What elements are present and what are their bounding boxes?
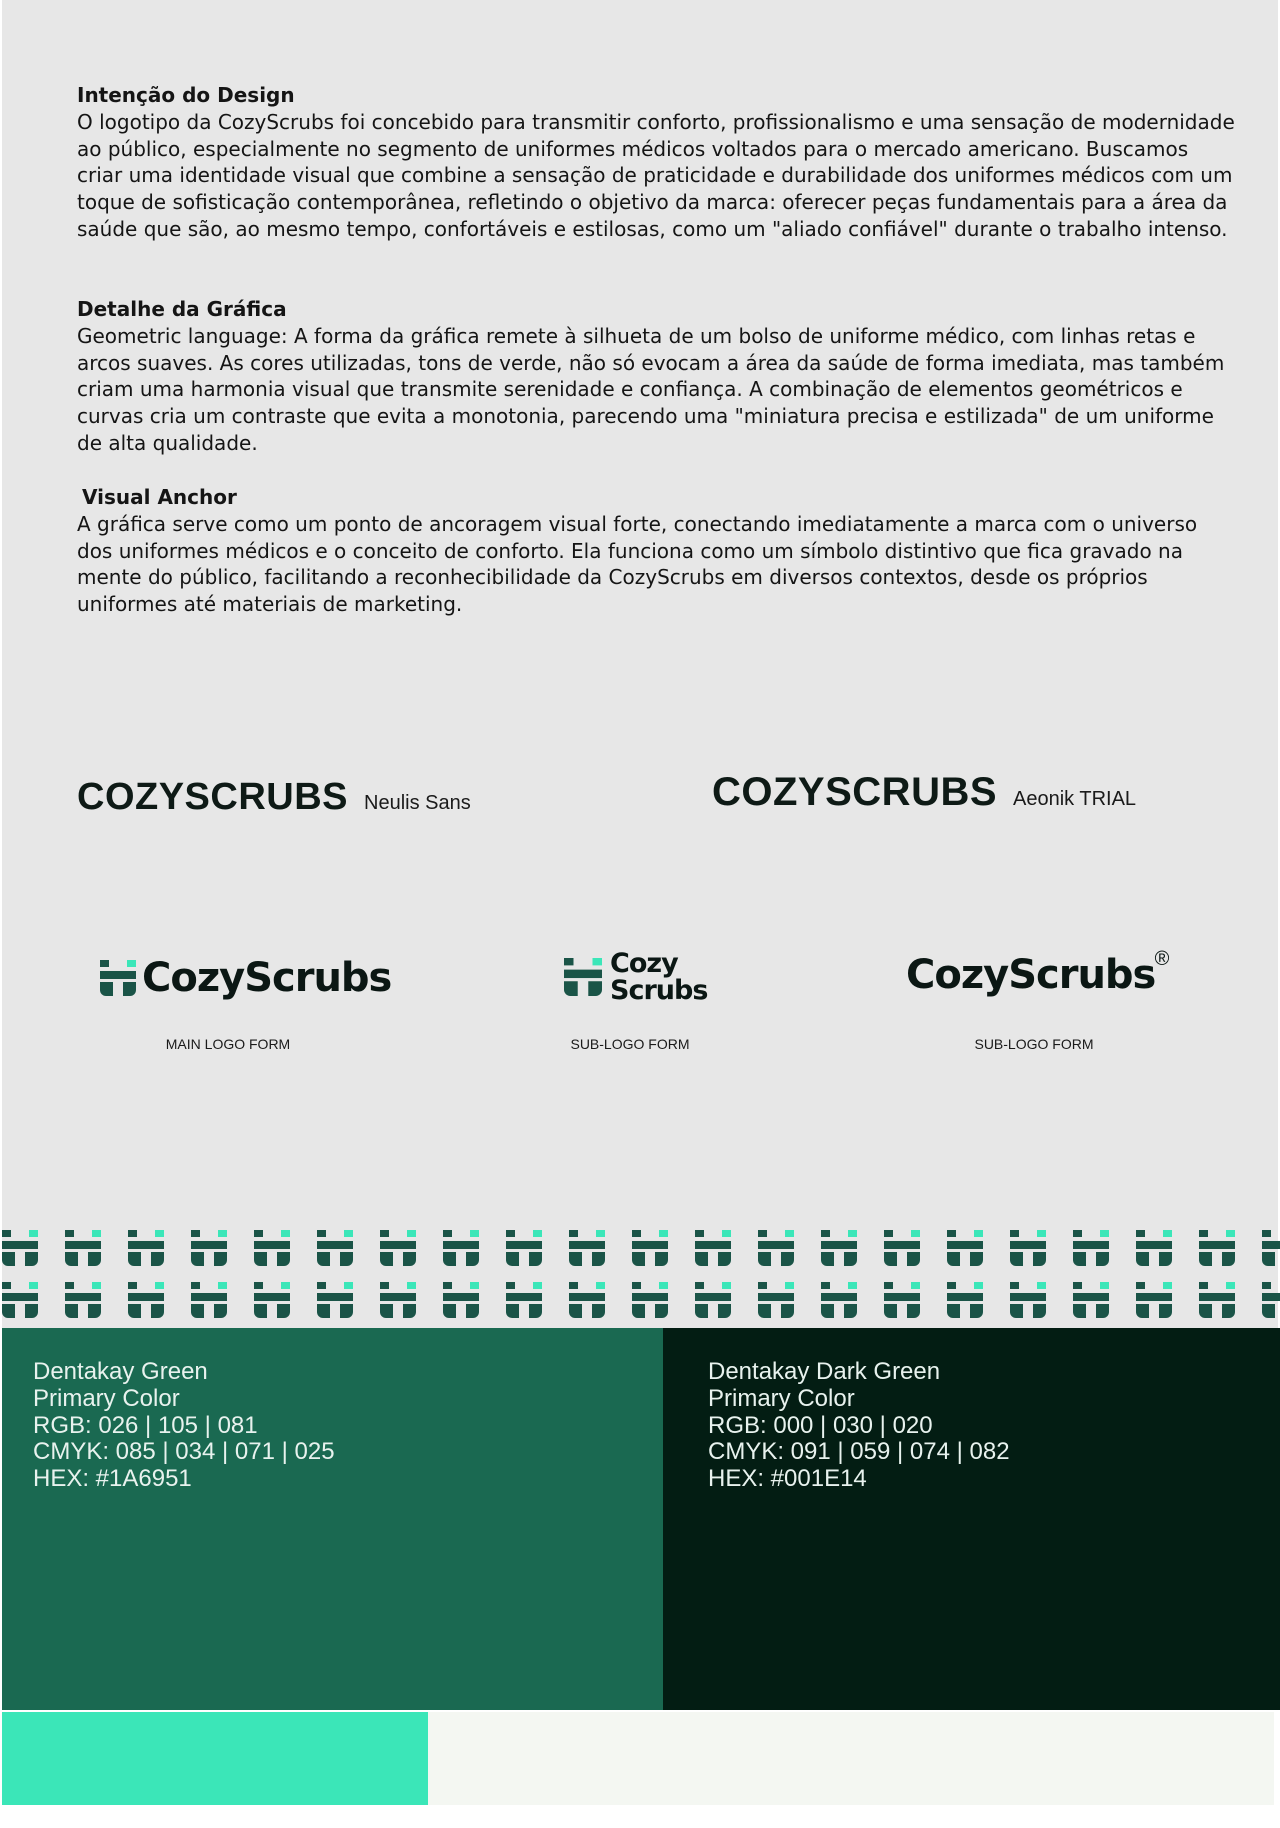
stacked-logo-caption: SUB-LOGO FORM: [570, 1036, 690, 1052]
swatch-mint-accent: [2, 1712, 428, 1805]
logo-pattern: [0, 1226, 1280, 1326]
pattern-logo-mark-icon: [1073, 1230, 1109, 1266]
pattern-logo-mark-icon: [191, 1230, 227, 1266]
pattern-logo-mark-icon: [1136, 1230, 1172, 1266]
pattern-logo-mark-icon: [947, 1230, 983, 1266]
visual-anchor-section: [77, 484, 1237, 618]
pattern-logo-mark-icon: [569, 1230, 605, 1266]
stacked-sub-logo: [564, 950, 707, 1004]
swatch-name: Dentakay Green: [33, 1358, 208, 1385]
registered-mark: ®: [1154, 948, 1170, 970]
main-logo-wordmark: CozyScrubs: [142, 955, 392, 1001]
stacked-logo-line1: Cozy: [610, 948, 678, 979]
logo-mark-icon: [564, 958, 602, 996]
pattern-logo-mark-icon: [191, 1282, 227, 1318]
font-sample-aeonik: [712, 770, 1136, 815]
stacked-logo-line2: Scrubs: [610, 975, 708, 1006]
pattern-logo-mark-icon: [758, 1282, 794, 1318]
pattern-logo-mark-icon: [317, 1230, 353, 1266]
font-sample-word: COZYSCRUBS: [77, 776, 349, 818]
pattern-logo-mark-icon: [1199, 1230, 1235, 1266]
pattern-logo-mark-icon: [1262, 1230, 1280, 1266]
pattern-logo-mark-icon: [758, 1230, 794, 1266]
font-sample-word: COZYSCRUBS: [712, 770, 998, 814]
swatch-role: Primary Color: [33, 1384, 180, 1412]
main-logo: [100, 955, 391, 1001]
swatch-text: [33, 1359, 335, 1493]
pattern-logo-mark-icon: [1010, 1230, 1046, 1266]
pattern-logo-mark-icon: [254, 1282, 290, 1318]
swatch-rgb: RGB: 000 | 030 | 020: [708, 1411, 933, 1439]
pattern-logo-mark-icon: [380, 1282, 416, 1318]
design-intent-body: O logotipo da CozyScrubs foi concebido para transmitir conforto, profissionalismo e uma sensação de modernidade ao público, especialmente no segmento de uniformes médicos voltados para o mercado americano. Buscamos criar uma identidade visual que combine a sensação de praticidade e durabilidade dos uniformes médicos com um toque de sofisticação contemporânea, refletindo o objetivo da marca: oferecer peças fundamentais para a área da saúde que são, ao mesmo tempo, confortáveis e estilosas, como um "aliado confiável" durante o trabalho intenso.: [77, 109, 1235, 241]
logo-mark-icon: [100, 960, 136, 996]
pattern-logo-mark-icon: [1136, 1282, 1172, 1318]
main-logo-caption: MAIN LOGO FORM: [165, 1036, 291, 1052]
font-sample-name: Neulis Sans: [364, 792, 471, 814]
pattern-logo-mark-icon: [506, 1282, 542, 1318]
pattern-logo-mark-icon: [821, 1282, 857, 1318]
swatch-dentakay-dark-green: [663, 1328, 1280, 1710]
pattern-logo-mark-icon: [884, 1282, 920, 1318]
pattern-logo-mark-icon: [128, 1230, 164, 1266]
pattern-logo-mark-icon: [947, 1282, 983, 1318]
swatch-hex: HEX: #1A6951: [33, 1465, 192, 1493]
visual-anchor-body: A gráfica serve como um ponto de ancoragem visual forte, conectando imediatamente a marca com o universo dos uniformes médicos e o conceito de conforto. Ela funciona como um símbolo distintivo que fica gravado na mente do público, facilitando a reconhecibilidade da CozyScrubs em diversos contextos, desde os próprios uniformes até materiais de marketing.: [77, 511, 1198, 617]
pattern-logo-mark-icon: [632, 1282, 668, 1318]
pattern-logo-mark-icon: [569, 1282, 605, 1318]
pattern-logo-mark-icon: [317, 1282, 353, 1318]
pattern-logo-mark-icon: [506, 1230, 542, 1266]
pattern-logo-mark-icon: [2, 1230, 38, 1266]
graphic-detail-body: Geometric language: A forma da gráfica remete à silhueta de um bolso de uniforme médico, com linhas retas e arcos suaves. As cores utilizadas, tons de verde, não só evocam a área da saúde de forma imediata, mas também criam uma harmonia visual que transmite serenidade e confiança. A combinação de elementos geométricos e curvas cria um contraste que evita a monotonia, parecendo uma "miniatura precisa e estilizada" de um uniforme de alta qualidade.: [77, 323, 1225, 455]
swatch-hex: HEX: #001E14: [708, 1465, 867, 1493]
font-sample-neulis: [77, 776, 471, 819]
wordmark-logo-caption: SUB-LOGO FORM: [974, 1036, 1094, 1052]
pattern-logo-mark-icon: [884, 1230, 920, 1266]
pattern-logo-mark-icon: [443, 1282, 479, 1318]
pattern-logo-mark-icon: [65, 1230, 101, 1266]
swatch-rgb: RGB: 026 | 105 | 081: [33, 1411, 258, 1439]
pattern-logo-mark-icon: [128, 1282, 164, 1318]
pattern-logo-mark-icon: [443, 1230, 479, 1266]
pattern-logo-mark-icon: [380, 1230, 416, 1266]
swatch-role: Primary Color: [708, 1384, 855, 1412]
design-intent-section: [77, 82, 1237, 243]
pattern-logo-mark-icon: [632, 1230, 668, 1266]
swatch-cmyk: CMYK: 091 | 059 | 074 | 082: [708, 1438, 1010, 1466]
pattern-logo-mark-icon: [1073, 1282, 1109, 1318]
visual-anchor-heading: Visual Anchor: [82, 485, 237, 509]
swatch-name: Dentakay Dark Green: [708, 1358, 941, 1385]
swatch-cmyk: CMYK: 085 | 034 | 071 | 025: [33, 1438, 335, 1466]
swatch-off-white: [428, 1712, 1274, 1805]
pattern-logo-mark-icon: [821, 1230, 857, 1266]
wordmark-sub-logo: [906, 948, 1170, 998]
pattern-logo-mark-icon: [254, 1230, 290, 1266]
pattern-logo-mark-icon: [695, 1282, 731, 1318]
pattern-logo-mark-icon: [1199, 1282, 1235, 1318]
graphic-detail-section: [77, 296, 1237, 457]
pattern-logo-mark-icon: [65, 1282, 101, 1318]
swatch-dentakay-green: [2, 1328, 663, 1710]
pattern-logo-mark-icon: [1262, 1282, 1280, 1318]
swatch-text: [708, 1359, 1010, 1493]
pattern-logo-mark-icon: [1010, 1282, 1046, 1318]
graphic-detail-heading: Detalhe da Gráfica: [77, 297, 287, 321]
wordmark-logo-word: CozyScrubs: [906, 952, 1156, 998]
font-sample-name: Aeonik TRIAL: [1013, 788, 1137, 810]
pattern-logo-mark-icon: [2, 1282, 38, 1318]
design-intent-heading: Intenção do Design: [77, 83, 295, 107]
pattern-logo-mark-icon: [695, 1230, 731, 1266]
